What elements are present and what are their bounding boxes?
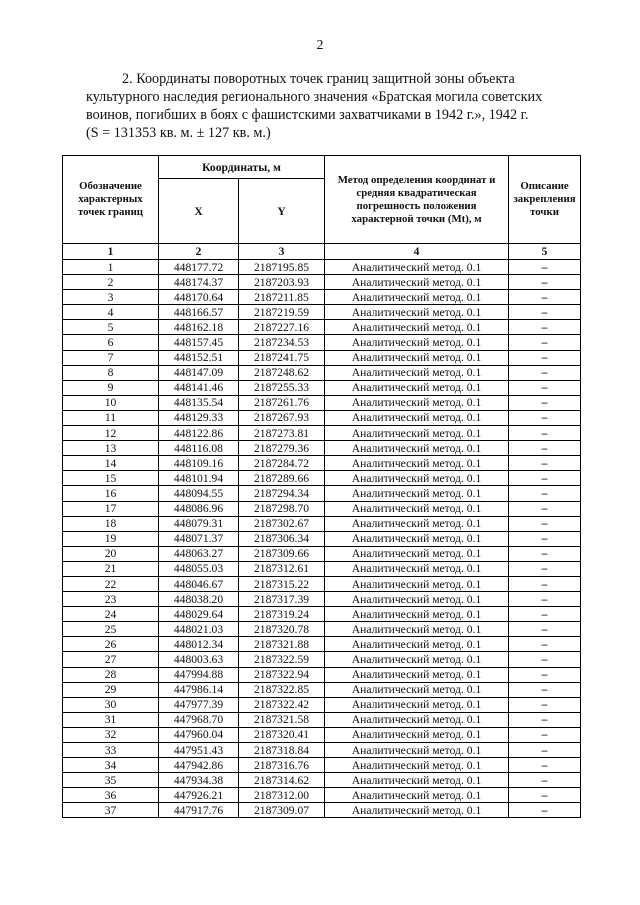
cell-x: 448038.20 — [159, 592, 239, 607]
table-row — [63, 592, 581, 607]
heading-line-1: 2. Координаты поворотных точек границ защитной зоны объекта — [122, 71, 515, 87]
cell-point-number: 24 — [63, 607, 159, 622]
cell-point-number: 16 — [63, 486, 159, 501]
cell-point-number: 25 — [63, 622, 159, 637]
coordinates-table — [62, 155, 581, 818]
table-row — [63, 682, 581, 697]
cell-y: 2187289.66 — [239, 471, 325, 486]
table-row — [63, 516, 581, 531]
cell-y: 2187320.41 — [239, 727, 325, 742]
cell-method: Аналитический метод. 0.1 — [325, 456, 509, 471]
cell-description: – — [509, 486, 581, 501]
cell-point-number: 21 — [63, 561, 159, 576]
cell-y: 2187318.84 — [239, 743, 325, 758]
table-row — [63, 335, 581, 350]
cell-x: 448063.27 — [159, 546, 239, 561]
cell-method: Аналитический метод. 0.1 — [325, 622, 509, 637]
cell-x: 448029.64 — [159, 607, 239, 622]
cell-x: 448157.45 — [159, 335, 239, 350]
cell-x: 448046.67 — [159, 576, 239, 591]
cell-method: Аналитический метод. 0.1 — [325, 335, 509, 350]
table-body — [63, 260, 581, 818]
cell-description: – — [509, 561, 581, 576]
cell-description: – — [509, 788, 581, 803]
cell-description: – — [509, 576, 581, 591]
cell-point-number: 9 — [63, 380, 159, 395]
cell-y: 2187273.81 — [239, 426, 325, 441]
cell-method: Аналитический метод. 0.1 — [325, 426, 509, 441]
table-row — [63, 410, 581, 425]
cell-description: – — [509, 260, 581, 275]
cell-method: Аналитический метод. 0.1 — [325, 471, 509, 486]
cell-description: – — [509, 758, 581, 773]
cell-method: Аналитический метод. 0.1 — [325, 652, 509, 667]
cell-method: Аналитический метод. 0.1 — [325, 576, 509, 591]
cell-point-number: 23 — [63, 592, 159, 607]
heading-line-2: культурного наследия регионального значения «Братская могила советских — [86, 89, 543, 105]
cell-description: – — [509, 667, 581, 682]
cell-method: Аналитический метод. 0.1 — [325, 743, 509, 758]
cell-point-number: 20 — [63, 546, 159, 561]
cell-point-number: 5 — [63, 320, 159, 335]
cell-description: – — [509, 516, 581, 531]
cell-point-number: 27 — [63, 652, 159, 667]
table-row — [63, 305, 581, 320]
cell-method: Аналитический метод. 0.1 — [325, 667, 509, 682]
cell-method: Аналитический метод. 0.1 — [325, 561, 509, 576]
cell-description: – — [509, 320, 581, 335]
cell-point-number: 34 — [63, 758, 159, 773]
cell-y: 2187321.88 — [239, 637, 325, 652]
section-heading — [86, 70, 582, 142]
cell-description: – — [509, 305, 581, 320]
cell-method: Аналитический метод. 0.1 — [325, 727, 509, 742]
cell-description: – — [509, 395, 581, 410]
cell-y: 2187309.07 — [239, 803, 325, 818]
cell-point-number: 17 — [63, 501, 159, 516]
cell-description: – — [509, 712, 581, 727]
cell-description: – — [509, 773, 581, 788]
cell-y: 2187255.33 — [239, 380, 325, 395]
table-row — [63, 426, 581, 441]
cell-point-number: 37 — [63, 803, 159, 818]
table-row — [63, 260, 581, 275]
cell-x: 448135.54 — [159, 395, 239, 410]
table-row — [63, 561, 581, 576]
column-number: 1 — [63, 244, 159, 260]
cell-x: 448177.72 — [159, 260, 239, 275]
cell-x: 448162.18 — [159, 320, 239, 335]
column-number: 5 — [509, 244, 581, 260]
cell-point-number: 6 — [63, 335, 159, 350]
cell-y: 2187267.93 — [239, 410, 325, 425]
cell-method: Аналитический метод. 0.1 — [325, 320, 509, 335]
cell-point-number: 28 — [63, 667, 159, 682]
column-number: 3 — [239, 244, 325, 260]
cell-method: Аналитический метод. 0.1 — [325, 290, 509, 305]
cell-x: 448109.16 — [159, 456, 239, 471]
table-row — [63, 652, 581, 667]
cell-method: Аналитический метод. 0.1 — [325, 531, 509, 546]
header-method: Метод определения координат и средняя квадратическая погрешность положения характерной точки (Mt), м — [325, 156, 509, 244]
cell-point-number: 14 — [63, 456, 159, 471]
cell-description: – — [509, 426, 581, 441]
cell-x: 447917.76 — [159, 803, 239, 818]
cell-method: Аналитический метод. 0.1 — [325, 758, 509, 773]
cell-x: 448129.33 — [159, 410, 239, 425]
cell-y: 2187322.59 — [239, 652, 325, 667]
cell-point-number: 3 — [63, 290, 159, 305]
cell-method: Аналитический метод. 0.1 — [325, 410, 509, 425]
cell-method: Аналитический метод. 0.1 — [325, 592, 509, 607]
table-row — [63, 531, 581, 546]
cell-y: 2187248.62 — [239, 365, 325, 380]
table-row — [63, 320, 581, 335]
cell-x: 448055.03 — [159, 561, 239, 576]
table-row — [63, 758, 581, 773]
cell-x: 448116.08 — [159, 441, 239, 456]
table-row — [63, 667, 581, 682]
cell-x: 448086.96 — [159, 501, 239, 516]
cell-description: – — [509, 803, 581, 818]
cell-description: – — [509, 441, 581, 456]
table-row — [63, 637, 581, 652]
table-row — [63, 546, 581, 561]
table-row — [63, 501, 581, 516]
cell-y: 2187316.76 — [239, 758, 325, 773]
cell-method: Аналитический метод. 0.1 — [325, 697, 509, 712]
cell-method: Аналитический метод. 0.1 — [325, 275, 509, 290]
cell-x: 447986.14 — [159, 682, 239, 697]
cell-description: – — [509, 290, 581, 305]
cell-y: 2187219.59 — [239, 305, 325, 320]
cell-y: 2187320.78 — [239, 622, 325, 637]
cell-point-number: 33 — [63, 743, 159, 758]
cell-y: 2187319.24 — [239, 607, 325, 622]
cell-y: 2187312.61 — [239, 561, 325, 576]
cell-description: – — [509, 607, 581, 622]
cell-method: Аналитический метод. 0.1 — [325, 395, 509, 410]
cell-method: Аналитический метод. 0.1 — [325, 365, 509, 380]
cell-y: 2187279.36 — [239, 441, 325, 456]
cell-x: 447968.70 — [159, 712, 239, 727]
header-description: Описание закрепления точки — [509, 156, 581, 244]
column-number: 4 — [325, 244, 509, 260]
cell-method: Аналитический метод. 0.1 — [325, 441, 509, 456]
cell-point-number: 7 — [63, 350, 159, 365]
table-row — [63, 607, 581, 622]
cell-description: – — [509, 501, 581, 516]
cell-method: Аналитический метод. 0.1 — [325, 516, 509, 531]
cell-x: 448101.94 — [159, 471, 239, 486]
table-row — [63, 788, 581, 803]
cell-point-number: 36 — [63, 788, 159, 803]
cell-description: – — [509, 380, 581, 395]
cell-y: 2187312.00 — [239, 788, 325, 803]
header-x: X — [159, 179, 239, 244]
cell-point-number: 26 — [63, 637, 159, 652]
cell-description: – — [509, 743, 581, 758]
table-row — [63, 727, 581, 742]
cell-x: 448152.51 — [159, 350, 239, 365]
cell-description: – — [509, 652, 581, 667]
header-coordinates: Координаты, м — [159, 156, 325, 179]
cell-description: – — [509, 275, 581, 290]
cell-description: – — [509, 727, 581, 742]
cell-description: – — [509, 592, 581, 607]
cell-y: 2187322.94 — [239, 667, 325, 682]
cell-method: Аналитический метод. 0.1 — [325, 773, 509, 788]
cell-description: – — [509, 365, 581, 380]
cell-y: 2187211.85 — [239, 290, 325, 305]
cell-description: – — [509, 410, 581, 425]
heading-line-4: (S = 131353 кв. м. ± 127 кв. м.) — [86, 125, 271, 141]
cell-method: Аналитический метод. 0.1 — [325, 607, 509, 622]
table-row — [63, 350, 581, 365]
table-row — [63, 471, 581, 486]
cell-description: – — [509, 546, 581, 561]
cell-description: – — [509, 697, 581, 712]
cell-y: 2187309.66 — [239, 546, 325, 561]
cell-method: Аналитический метод. 0.1 — [325, 305, 509, 320]
header-y: Y — [239, 179, 325, 244]
cell-method: Аналитический метод. 0.1 — [325, 350, 509, 365]
table-row — [63, 380, 581, 395]
cell-y: 2187284.72 — [239, 456, 325, 471]
cell-x: 447926.21 — [159, 788, 239, 803]
cell-point-number: 13 — [63, 441, 159, 456]
cell-y: 2187234.53 — [239, 335, 325, 350]
cell-method: Аналитический метод. 0.1 — [325, 380, 509, 395]
cell-point-number: 4 — [63, 305, 159, 320]
cell-method: Аналитический метод. 0.1 — [325, 788, 509, 803]
cell-y: 2187241.75 — [239, 350, 325, 365]
column-number-row — [63, 244, 581, 260]
table-row — [63, 275, 581, 290]
cell-method: Аналитический метод. 0.1 — [325, 637, 509, 652]
cell-x: 448012.34 — [159, 637, 239, 652]
cell-description: – — [509, 682, 581, 697]
table-row — [63, 803, 581, 818]
table-row — [63, 743, 581, 758]
cell-y: 2187315.22 — [239, 576, 325, 591]
cell-point-number: 30 — [63, 697, 159, 712]
cell-y: 2187314.62 — [239, 773, 325, 788]
cell-point-number: 18 — [63, 516, 159, 531]
table-row — [63, 365, 581, 380]
cell-x: 448094.55 — [159, 486, 239, 501]
cell-y: 2187306.34 — [239, 531, 325, 546]
cell-y: 2187294.34 — [239, 486, 325, 501]
cell-method: Аналитический метод. 0.1 — [325, 501, 509, 516]
cell-point-number: 19 — [63, 531, 159, 546]
cell-point-number: 35 — [63, 773, 159, 788]
cell-x: 448079.31 — [159, 516, 239, 531]
cell-point-number: 12 — [63, 426, 159, 441]
table-row — [63, 456, 581, 471]
cell-point-number: 11 — [63, 410, 159, 425]
cell-point-number: 1 — [63, 260, 159, 275]
cell-point-number: 2 — [63, 275, 159, 290]
table-row — [63, 395, 581, 410]
cell-method: Аналитический метод. 0.1 — [325, 260, 509, 275]
cell-x: 448174.37 — [159, 275, 239, 290]
cell-x: 447960.04 — [159, 727, 239, 742]
table-row — [63, 290, 581, 305]
cell-description: – — [509, 637, 581, 652]
cell-x: 447942.86 — [159, 758, 239, 773]
cell-point-number: 10 — [63, 395, 159, 410]
cell-y: 2187195.85 — [239, 260, 325, 275]
cell-y: 2187322.85 — [239, 682, 325, 697]
cell-description: – — [509, 531, 581, 546]
cell-x: 447951.43 — [159, 743, 239, 758]
cell-description: – — [509, 471, 581, 486]
cell-method: Аналитический метод. 0.1 — [325, 712, 509, 727]
cell-y: 2187321.58 — [239, 712, 325, 727]
cell-point-number: 31 — [63, 712, 159, 727]
cell-method: Аналитический метод. 0.1 — [325, 486, 509, 501]
cell-method: Аналитический метод. 0.1 — [325, 546, 509, 561]
cell-x: 448003.63 — [159, 652, 239, 667]
column-number: 2 — [159, 244, 239, 260]
table-row — [63, 486, 581, 501]
cell-x: 448170.64 — [159, 290, 239, 305]
table-row — [63, 697, 581, 712]
table-row — [63, 622, 581, 637]
cell-x: 447994.88 — [159, 667, 239, 682]
cell-y: 2187317.39 — [239, 592, 325, 607]
cell-point-number: 22 — [63, 576, 159, 591]
cell-x: 448021.03 — [159, 622, 239, 637]
cell-y: 2187322.42 — [239, 697, 325, 712]
cell-method: Аналитический метод. 0.1 — [325, 803, 509, 818]
cell-point-number: 8 — [63, 365, 159, 380]
cell-y: 2187261.76 — [239, 395, 325, 410]
table-row — [63, 712, 581, 727]
cell-point-number: 15 — [63, 471, 159, 486]
cell-point-number: 32 — [63, 727, 159, 742]
cell-y: 2187227.16 — [239, 320, 325, 335]
cell-description: – — [509, 456, 581, 471]
cell-description: – — [509, 335, 581, 350]
cell-x: 448166.57 — [159, 305, 239, 320]
page-number: 2 — [316, 38, 324, 53]
cell-description: – — [509, 622, 581, 637]
cell-y: 2187298.70 — [239, 501, 325, 516]
table-row — [63, 773, 581, 788]
cell-x: 447934.38 — [159, 773, 239, 788]
cell-method: Аналитический метод. 0.1 — [325, 682, 509, 697]
header-designation: Обозначение характерных точек границ — [63, 156, 159, 244]
cell-x: 448147.09 — [159, 365, 239, 380]
cell-x: 448071.37 — [159, 531, 239, 546]
table-row — [63, 441, 581, 456]
table-row — [63, 576, 581, 591]
cell-x: 448141.46 — [159, 380, 239, 395]
cell-y: 2187203.93 — [239, 275, 325, 290]
cell-y: 2187302.67 — [239, 516, 325, 531]
heading-line-3: воинов, погибших в боях с фашистскими захватчиками в 1942 г.», 1942 г. — [86, 107, 529, 123]
cell-x: 448122.86 — [159, 426, 239, 441]
cell-description: – — [509, 350, 581, 365]
cell-point-number: 29 — [63, 682, 159, 697]
cell-x: 447977.39 — [159, 697, 239, 712]
